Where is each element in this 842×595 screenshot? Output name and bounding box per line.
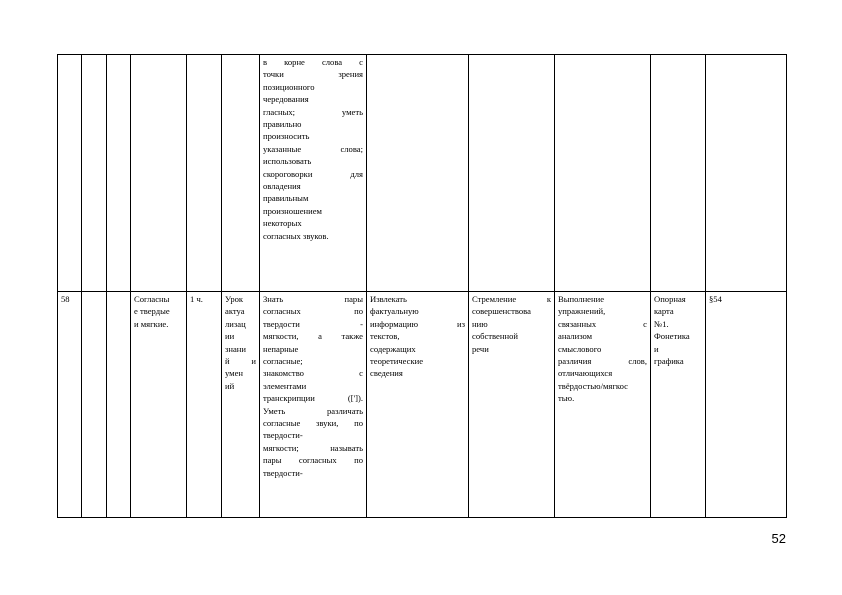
text-line: Стремление к [472, 294, 551, 304]
text-line: е твердые [134, 306, 170, 317]
text-line: твердости- [263, 467, 303, 478]
text-line: №1. [654, 318, 669, 329]
text-line: указанные слова; [263, 143, 363, 154]
text-line: Знать пары [263, 294, 363, 304]
text-line: использовать [263, 156, 312, 167]
text-line: Выполнение [558, 294, 605, 304]
text-line: и [654, 343, 659, 354]
text-line: скороговорки для [263, 168, 363, 179]
text-line: графика [654, 356, 684, 367]
text-line: ии [225, 331, 235, 342]
text-line: теоретические [370, 356, 424, 367]
text-line: чередования [263, 94, 309, 105]
text-line: карта [654, 306, 674, 317]
cell-date-plan [82, 292, 107, 518]
text-line: твердости- [263, 430, 303, 441]
text-line: гласных; уметь [263, 106, 363, 117]
text-line: согласные; [263, 356, 303, 367]
cell-content [260, 292, 367, 518]
text-line: фактуальную [370, 306, 419, 317]
text-line: сведения [370, 368, 403, 379]
text-line: твёрдостью/мягкос [558, 380, 628, 391]
text-line: точки зрения [263, 69, 363, 80]
text-line: отличающихся [558, 368, 613, 379]
text-line: Извлекать [370, 294, 407, 304]
text-line: Урок [225, 294, 244, 304]
text-line: информацию из [370, 318, 465, 329]
text-line: некоторых [263, 218, 302, 229]
text-line: непарные [263, 343, 299, 354]
text-line: согласных по [263, 306, 363, 317]
text-line: анализом [558, 331, 593, 342]
text-line: совершенствова [472, 306, 531, 317]
text-line: Согласны [134, 294, 170, 304]
lesson-plan-table [57, 54, 787, 518]
text-line: в корне слова с [263, 57, 363, 67]
text-line: смыслового [558, 343, 602, 354]
text-line: пары согласных по [263, 455, 363, 466]
text-line: мягкости, а также [263, 331, 363, 342]
text-line: Опорная [654, 294, 686, 304]
cell-date-fact [107, 292, 131, 518]
text-line: умен [225, 368, 244, 379]
text-line: элементами [263, 380, 307, 391]
table-row [58, 55, 787, 292]
text-line: лизац [225, 318, 246, 329]
text-line: текстов, [370, 331, 400, 342]
cell-content [260, 55, 367, 292]
text-line: согласные звуки, по [263, 418, 363, 429]
cell-number [58, 55, 82, 292]
cell-lesson-type [222, 55, 260, 292]
text-line: и мягкие. [134, 318, 169, 329]
text-line: собственной [472, 331, 518, 342]
text-line: тью. [558, 393, 575, 404]
cell-activities [555, 55, 651, 292]
text-line: произношением [263, 205, 322, 216]
table-row [58, 292, 787, 518]
page-number: 52 [771, 531, 786, 546]
text-line: позиционного [263, 81, 315, 92]
cell-cognitive [367, 292, 469, 518]
text-line: различия слов, [558, 356, 647, 367]
text-line: знакомство с [263, 368, 363, 379]
text-line: актуа [225, 306, 245, 317]
text-line: мягкости; называть [263, 442, 363, 453]
cell-topic [131, 55, 187, 292]
text-line: ий [225, 380, 235, 391]
cell-personal [469, 55, 555, 292]
text-line: содержащих [370, 343, 416, 354]
text-line: правильно [263, 119, 302, 130]
cell-homework: §54 [706, 292, 787, 518]
text-line: транскрипции ([']). [263, 393, 363, 404]
cell-activities [555, 292, 651, 518]
cell-forms [651, 292, 706, 518]
text-line: согласных звуков. [263, 230, 329, 241]
text-line: овладения [263, 181, 301, 192]
text-line: речи [472, 343, 489, 354]
cell-cognitive [367, 55, 469, 292]
cell-number: 58 [58, 292, 82, 518]
text-line: Уметь различать [263, 405, 363, 416]
cell-forms [651, 55, 706, 292]
text-line: связанных с [558, 318, 647, 329]
text-line: произносить [263, 131, 310, 142]
cell-homework [706, 55, 787, 292]
text-line: знани [225, 343, 247, 354]
text-line: твердости - [263, 318, 363, 329]
text-line: правильным [263, 193, 309, 204]
cell-topic [131, 292, 187, 518]
cell-personal [469, 292, 555, 518]
cell-lesson-type [222, 292, 260, 518]
cell-date-fact [107, 55, 131, 292]
text-line: нию [472, 318, 488, 329]
text-line: упражнений, [558, 306, 606, 317]
cell-date-plan [82, 55, 107, 292]
text-line: й и [225, 356, 256, 367]
cell-hours [187, 55, 222, 292]
text-line: Фонетика [654, 331, 690, 342]
cell-hours: 1 ч. [187, 292, 222, 518]
